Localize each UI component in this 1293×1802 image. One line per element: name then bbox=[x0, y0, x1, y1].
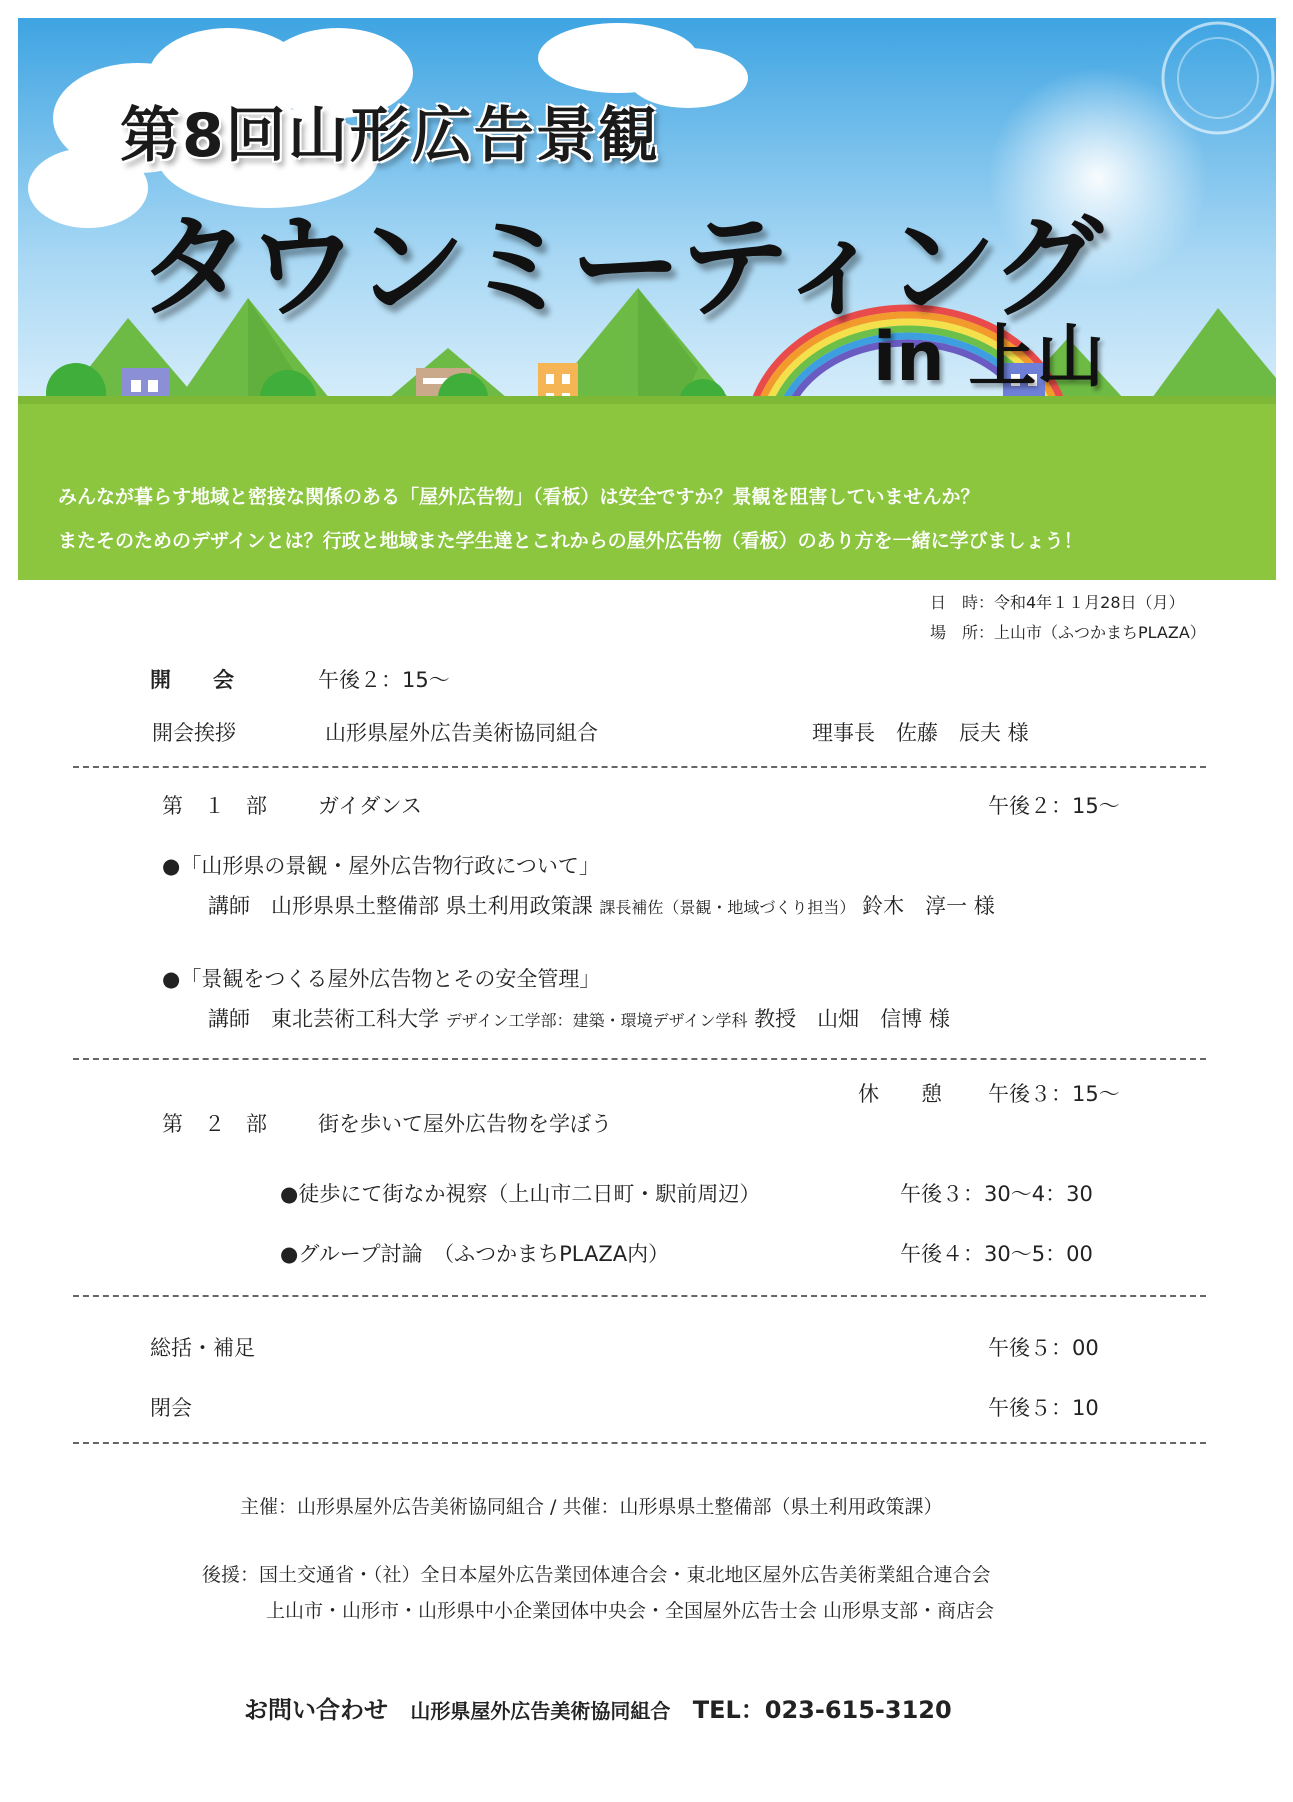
contact-label: お問い合わせ bbox=[244, 1696, 388, 1724]
intro-line2: またそのためのデザインとは？行政と地域また学生達とこれからの屋外広告物（看板）のあり方を一緒に学びましょう！ bbox=[58, 530, 1083, 552]
contact-tel: TEL：023-615-3120 bbox=[692, 1696, 952, 1724]
break-time: 午後３：15～ bbox=[988, 1082, 1120, 1106]
closing-time: 午後５：10 bbox=[988, 1396, 1099, 1420]
organizer: 主催：山形県屋外広告美術協同組合 / 共催：山形県県土整備部（県土利用政策課） bbox=[240, 1496, 943, 1518]
support-line1: 後援：国土交通省・（社）全日本屋外広告業団体連合会・東北地区屋外広告美術業組合連合会 bbox=[202, 1564, 991, 1586]
support-line2: 上山市・山形市・山形県中小企業団体中央会・全国屋外広告士会 山形県支部・商店会 bbox=[266, 1600, 995, 1622]
divider bbox=[73, 1442, 1206, 1444]
lecture1-role: 課長補佐（景観・地域づくり担当） bbox=[599, 898, 856, 917]
header-banner bbox=[18, 18, 1276, 580]
opening-label: 開 会 bbox=[150, 668, 234, 692]
summary-time: 午後５：00 bbox=[988, 1336, 1099, 1360]
lecture2-prefix: 講師 東北芸術工科大学 bbox=[208, 1007, 439, 1031]
part2-title: 街を歩いて屋外広告物を学ぼう bbox=[318, 1112, 612, 1136]
event-date: 日 時：令和4年１１月28日（月） bbox=[930, 593, 1185, 612]
closing-label: 閉会 bbox=[150, 1396, 192, 1420]
contact-org: 山形県屋外広告美術協同組合 bbox=[410, 1699, 671, 1723]
event-place: 場 所：上山市（ふつかまちPLAZA） bbox=[930, 623, 1206, 642]
lecture2-line bbox=[208, 1003, 950, 1033]
lecture1-line bbox=[208, 890, 995, 920]
banner-title-line1: 第8回山形広告景観 bbox=[120, 101, 660, 171]
part1-time: 午後２：15～ bbox=[988, 794, 1120, 818]
lecture1-name: 鈴木 淳一 様 bbox=[862, 894, 995, 918]
part1-label: 第 １ 部 bbox=[162, 794, 267, 818]
walk-title: ●徒歩にて街なか視察（上山市二日町・駅前周辺） bbox=[280, 1182, 761, 1206]
banner-title-line3: in 上山 bbox=[873, 318, 1105, 397]
contact-line bbox=[244, 1690, 952, 1725]
break-label: 休 憩 bbox=[858, 1082, 942, 1106]
lecture1-title: ●「山形県の景観・屋外広告物行政について」 bbox=[162, 854, 600, 878]
divider bbox=[73, 1058, 1206, 1060]
lecture2-role: デザイン工学部：建築・環境デザイン学科 bbox=[445, 1011, 748, 1030]
part1-title: ガイダンス bbox=[318, 794, 422, 818]
greeting-label: 開会挨拶 bbox=[152, 721, 236, 745]
summary-label: 総括・補足 bbox=[150, 1336, 255, 1360]
lecture1-prefix: 講師 山形県県土整備部 県土利用政策課 bbox=[208, 894, 593, 918]
lecture2-title: ●「景観をつくる屋外広告物とその安全管理」 bbox=[162, 967, 601, 991]
divider bbox=[73, 766, 1206, 768]
walk-time: 午後３：30～4：30 bbox=[900, 1182, 1093, 1206]
divider bbox=[73, 1295, 1206, 1297]
greeting-org: 山形県屋外広告美術協同組合 bbox=[325, 721, 598, 745]
intro-line1: みんなが暮らす地域と密接な関係のある「屋外広告物」（看板）は安全ですか？景観を阻害していませんか？ bbox=[58, 486, 980, 508]
banner-title-line2: タウンミーティング bbox=[138, 203, 1099, 333]
lecture2-name: 教授 山畑 信博 様 bbox=[754, 1007, 950, 1031]
opening-time: 午後２：15～ bbox=[318, 668, 450, 692]
part2-label: 第 ２ 部 bbox=[162, 1112, 267, 1136]
group-title: ●グループ討論 （ふつかまちPLAZA内） bbox=[280, 1242, 670, 1266]
group-time: 午後４：30～5：00 bbox=[900, 1242, 1093, 1266]
greeting-person: 理事長 佐藤 辰夫 様 bbox=[812, 721, 1029, 745]
